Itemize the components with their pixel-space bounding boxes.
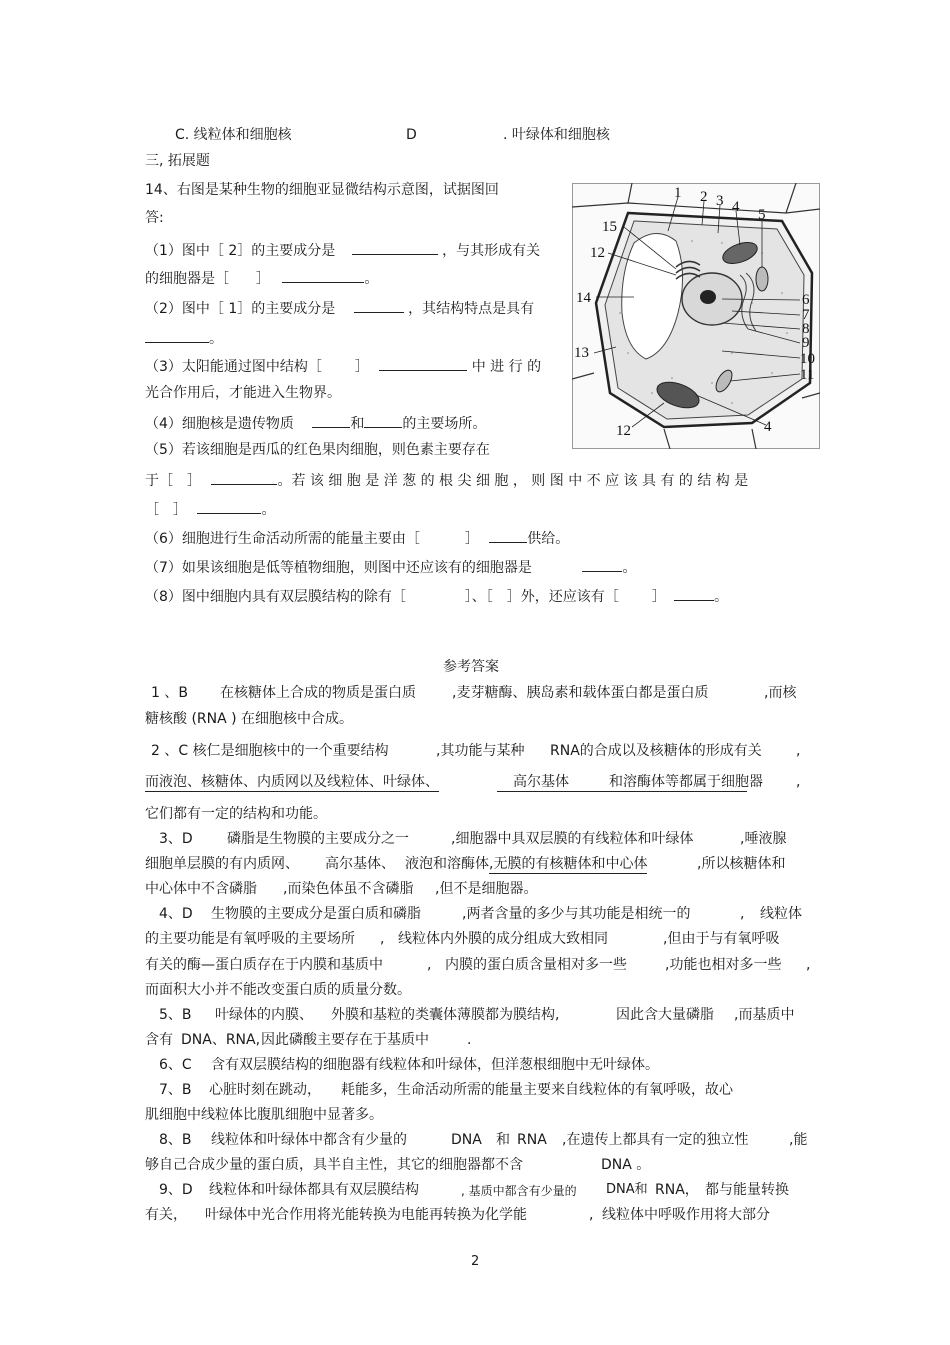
q14-part-1-line-2 [145,268,378,288]
a2-l2-seg-2: 和溶酶体等都属于细胞器 [609,774,763,790]
option-d-text: . 叶绿体和细胞核 [503,127,610,143]
q5-blank-1[interactable] [211,470,277,485]
a8-seg-4: RNA [517,1132,547,1148]
fig-label-5: 5 [758,207,766,223]
a9-seg-1: 线粒体和叶绿体都具有双层膜结构 [209,1182,419,1198]
option-c-text: . 线粒体和细胞核 [184,127,292,143]
a9-seg-5: 都与能量转换 [705,1182,789,1198]
a7-seg-1: 心脏时刻在跳动， [209,1082,321,1098]
q1-text-d: ］ [255,271,270,287]
q5-text-c: 。若 该 细 胞 是 洋 葱 的 根 尖 细 胞 ， 则 图 中 不 应 该 具 有 的 结 构 是 [277,473,749,489]
a2-line-2-a [145,773,439,792]
q6-text-c: 供给。 [527,531,570,547]
a3-l3-seg-2: ,但不是细胞器。 [435,881,538,897]
a4-l3-seg-2: 内膜的蛋白质含量相对多一些 [445,957,627,973]
fig-label-4-top: 4 [732,199,740,215]
a8-seg-5: ,在遗传上都具有一定的独立性 [562,1132,749,1148]
option-c-letter: C [175,127,185,143]
a5-seg-2: 外膜和基粒的类囊体薄膜都为膜结构, [331,1007,560,1023]
q2-text-c: 。 [209,331,223,347]
q14-part-8 [145,586,728,606]
q3-text-b: ］ [354,359,369,375]
q5-text-e: 。 [261,502,276,518]
a5-seg-4: ,而基质中 [734,1007,795,1023]
q14-intro-1: 14、右图是某种生物的细胞亚显微结构示意图，试据图回 [145,182,499,198]
a2-l2-seg-1: 高尔基体 [513,774,569,790]
q6-text-a: （6）细胞进行生命活动所需的能量主要由［ [145,531,420,547]
q1-blank-1[interactable] [352,240,438,255]
a3-l2-seg-2 [405,855,647,874]
q14-part-5-line-3 [145,499,275,519]
q4-blank-1[interactable] [312,413,350,428]
q7-text-b: 。 [622,560,637,576]
a4-l3-seg-0: 有关的酶—蛋白质存在于内膜和基质中 [145,957,383,973]
a2-l2-seg-3: , [796,774,801,790]
q8-text-b: ］、［ ］外，还应该有［ [464,589,619,605]
a3-l2-text: 液泡和溶酶体 [405,856,489,872]
a2-seg-1: ,其功能与某种 [436,743,525,759]
fig-label-10: 10 [800,351,815,367]
q14-part-5-line-2 [145,470,748,490]
a9-l2-seg-0: 有关， [145,1207,187,1223]
q1-text-c: 的细胞器是［ [145,271,229,287]
a4-l2-seg-2: 线粒体内外膜的成分组成大致相同 [398,931,608,947]
fig-label-7: 7 [802,307,810,323]
a7-num: 7、B [159,1082,192,1098]
a9-l2-seg-1: 叶绿体中光合作用将光能转换为电能再转换为化学能 [205,1207,527,1223]
q2-blank-1[interactable] [354,298,404,313]
a9-l2-seg-3: 线粒体中呼吸作用将大部分 [602,1207,770,1223]
a3-seg-3: ,唾液腺 [740,831,787,847]
fig-label-13: 13 [574,345,589,361]
a3-seg-2: ,细胞器中具双层膜的有线粒体和叶绿体 [451,831,694,847]
a1-num: 1 、B [151,685,188,701]
fig-label-12-bottom: 12 [616,423,631,439]
a2-seg-0: 2 、C 核仁是细胞核中的一个重要结构 [151,743,389,759]
q4-blank-2[interactable] [364,413,402,428]
a3-l2-seg-4: ,所以核糖体和 [697,856,786,872]
q4-text-b: 和 [350,416,365,432]
q6-text-b: ］ [464,531,479,547]
a5-l2-seg-3: . [467,1032,472,1048]
q14-part-7 [145,557,636,577]
q4-text-c: 的主要场所。 [402,416,487,432]
a1-seg-3: ,而核 [764,685,797,701]
a4-l2-seg-1: , [380,931,385,947]
a4-l3-seg-4: , [806,957,811,973]
q5-text-a: （5）若该细胞是西瓜的红色果肉细胞，则色素主要存在 [145,442,490,458]
a2-seg-3: , [796,743,801,759]
a5-num: 5、B [159,1007,192,1023]
a5-l2-seg-2: 因此磷酸主要存在于基质中 [261,1032,429,1048]
fig-label-8: 8 [802,321,810,337]
a4-l2-seg-3: ,但由于与有氧呼吸 [663,931,780,947]
q2-text-b: ，其结构特点是具有 [408,301,535,317]
a7-seg-2: 耗能多，生命活动所需的能量主要来自线粒体的有氧呼吸，故心 [341,1082,733,1098]
q2-blank-2[interactable] [145,328,209,343]
a3-l2-seg-3: ,无膜的有核糖体和中心体 [489,856,648,872]
a2-line-3: 它们都有一定的结构和功能。 [145,806,327,822]
plant-cell-figure [572,183,820,449]
answers-title: 参考答案 [443,659,499,675]
fig-label-4-bottom: 4 [764,419,772,435]
q7-blank[interactable] [582,557,622,572]
q5-text-d: ［ ］ [145,502,187,518]
a8-seg-3: 和 [496,1132,510,1148]
fig-label-12-top: 12 [590,245,605,261]
section-title: 三, 拓展题 [145,153,210,169]
q8-text-c: ］ [651,589,666,605]
a3-l3-seg-0: 中心体中不含磷脂 [145,881,257,897]
q6-blank[interactable] [489,528,527,543]
a3-l2-seg-0: 细胞单层膜的有内质网、 [145,856,299,872]
a3-seg-1: 磷脂是生物膜的主要成分之一 [227,831,409,847]
mitochondrion-upper [756,267,768,291]
a4-l3-seg-3: ,功能也相对多一些 [665,957,782,973]
fig-label-1: 1 [674,185,682,201]
q8-text-a: （8）图中细胞内具有双层膜结构的除有［ [145,589,406,605]
fig-label-9: 9 [802,335,810,351]
a5-seg-3: 因此含大量磷脂 [616,1007,714,1023]
fig-label-14: 14 [576,290,591,306]
a8-l2-seg-0: 够自己合成少量的蛋白质，具半自主性，其它的细胞器都不含 [145,1157,523,1173]
a4-l3-seg-1: , [427,957,432,973]
q7-text-a: （7）如果该细胞是低等植物细胞，则图中还应该有的细胞器是 [145,560,532,576]
q1-text-b: ，与其形成有关 [442,243,541,259]
q3-text-a: （3）太阳能通过图中结构［ [145,359,322,375]
a9-seg-2: , 基质中都含有少量的 [461,1184,577,1198]
a1-seg-2: ,麦芽糖酶、胰岛素和载体蛋白都是蛋白质 [452,685,709,701]
q8-text-d: 。 [714,589,729,605]
a4-line-4: 而面积大小并不能改变蛋白质的质量分数。 [145,982,411,998]
option-d-letter: D [406,127,417,143]
a5-l2-seg-0: 含有 [145,1032,173,1048]
q5-text-b: 于［ ］ [145,473,201,489]
fig-label-6: 6 [802,292,810,308]
a8-seg-2: DNA [451,1132,482,1148]
a2-l2-seg-0: 而液泡、核糖体、内质网以及线粒体、叶绿体、 [145,774,439,790]
page-number: 2 [471,1254,480,1269]
q1-blank-2[interactable] [282,268,364,283]
a3-l2-seg-1: 高尔基体、 [325,856,395,872]
q1-text-e: 。 [364,271,379,287]
a9-seg-3: DNA和 [606,1182,648,1197]
a4-seg-4: 线粒体 [760,906,802,922]
q3-blank[interactable] [379,356,467,371]
q8-blank[interactable] [674,586,714,601]
a5-l2-seg-1: DNA、RNA, [181,1032,261,1048]
q3-text-d: 光合作用后，才能进入生物界。 [145,385,341,401]
nucleolus [700,290,716,304]
a8-l2-seg-1: DNA 。 [601,1157,651,1173]
q14-part-6 [145,528,569,548]
fig-label-15: 15 [602,219,617,235]
a4-num: 4、D [159,906,193,922]
option-c [175,126,292,144]
q3-text-c: 中 进 行 的 [471,359,542,375]
a1-seg-1: 在核糖体上合成的物质是蛋白质 [220,685,416,701]
a8-seg-1: 线粒体和叶绿体中都含有少量的 [211,1132,407,1148]
a6-text: 含有双层膜结构的细胞器有线粒体和叶绿体，但洋葱根细胞中无叶绿体。 [211,1057,659,1073]
a4-l2-seg-0: 的主要功能是有氧呼吸的主要场所 [145,931,355,947]
a6-num: 6、C [159,1057,192,1073]
q14-part-2-line-1 [145,298,534,318]
q2-text-a: （2）图中［ 1］的主要成分是 [145,301,336,317]
q14-intro-2: 答: [145,210,164,226]
q5-blank-2[interactable] [197,499,261,514]
fig-label-11: 11 [800,367,815,383]
a4-seg-3: , [740,906,745,922]
a9-l2-seg-2: , [589,1207,594,1223]
a7-line-2: 肌细胞中线粒体比腹肌细胞中显著多。 [145,1107,383,1123]
a3-l3-seg-1: ,而染色体虽不含磷脂 [283,881,414,897]
a5-seg-1: 叶绿体的内膜、 [215,1007,313,1023]
q1-text-a: （1）图中［ 2］的主要成分是 [145,243,336,259]
q14-part-2-line-2 [145,328,223,348]
a3-num: 3、D [159,831,193,847]
q14-part-3-line-1 [145,356,541,376]
a1-line-2: 糖核酸 (RNA ) 在细胞核中合成。 [145,711,354,727]
fig-label-3: 3 [716,193,724,209]
a9-num: 9、D [159,1182,193,1198]
a4-seg-1: 生物膜的主要成分是蛋白质和磷脂 [211,906,421,922]
fig-label-2: 2 [700,189,708,205]
a2-seg-2: RNA的合成以及核糖体的形成有关 [550,743,762,759]
q14-part-1-line-1 [145,240,540,260]
a4-seg-2: ,两者含量的多少与其功能是相统一的 [462,906,691,922]
a8-seg-6: ,能 [789,1132,808,1148]
a9-seg-4: RNA， [655,1182,699,1198]
a2-line-2-b [497,773,763,792]
q4-text-a: （4）细胞核是遗传物质 [145,416,294,432]
a8-num: 8、B [159,1132,192,1148]
q14-part-4 [145,413,486,433]
